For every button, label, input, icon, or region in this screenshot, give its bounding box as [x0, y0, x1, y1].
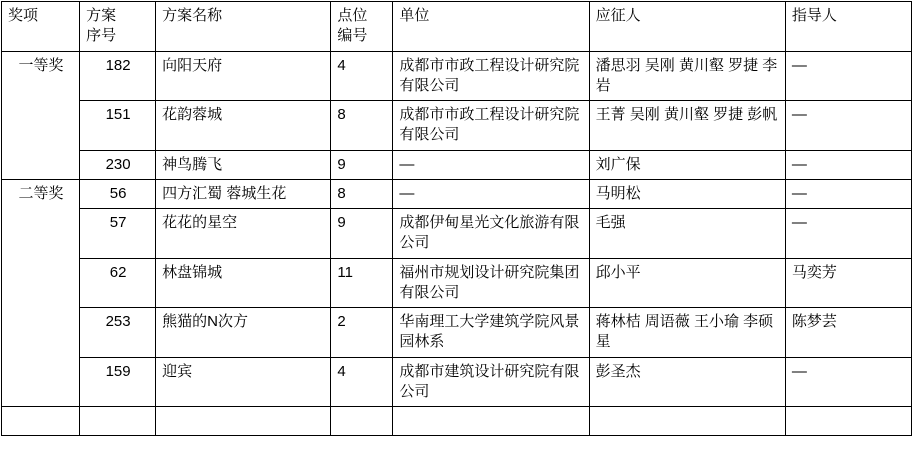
cell-point-partial	[331, 407, 393, 436]
header-seq	[80, 2, 156, 52]
cell-tutor: 马奕芳	[785, 258, 911, 308]
table-row	[2, 258, 912, 308]
cell-seq: 151	[80, 101, 156, 151]
header-name: 方案名称	[156, 2, 331, 52]
cell-tutor-partial	[785, 407, 911, 436]
cell-point: 2	[331, 308, 393, 358]
cell-author: 潘思羽 吴刚 黄川壑 罗捷 李岩	[589, 51, 785, 101]
cell-seq: 159	[80, 357, 156, 407]
cell-seq: 57	[80, 209, 156, 259]
header-point	[331, 2, 393, 52]
cell-award-partial	[2, 407, 80, 436]
table-row	[2, 357, 912, 407]
cell-author: 蒋林桔 周语薇 王小瑜 李硕星	[589, 308, 785, 358]
cell-tutor: 陈梦芸	[785, 308, 911, 358]
header-seq-line2: 序号	[86, 27, 117, 45]
award-group-label: 二等奖	[2, 179, 80, 406]
cell-point: 9	[331, 209, 393, 259]
cell-name: 花韵蓉城	[156, 101, 331, 151]
table-header-row	[2, 2, 912, 52]
cell-point: 4	[331, 357, 393, 407]
cell-tutor: —	[785, 150, 911, 179]
header-seq-line1: 方案	[86, 7, 117, 24]
cell-name: 花花的星空	[156, 209, 331, 259]
cell-unit: —	[393, 179, 589, 208]
cell-unit: 成都伊甸星光文化旅游有限公司	[393, 209, 589, 259]
header-point-line2: 编号	[337, 27, 368, 45]
cell-name: 向阳天府	[156, 51, 331, 101]
cell-seq: 182	[80, 51, 156, 101]
cell-point: 8	[331, 101, 393, 151]
cell-unit: 成都市建筑设计研究院有限公司	[393, 357, 589, 407]
cell-unit: 成都市市政工程设计研究院有限公司	[393, 101, 589, 151]
cell-point: 9	[331, 150, 393, 179]
cell-unit: 福州市规划设计研究院集团有限公司	[393, 258, 589, 308]
cell-tutor: —	[785, 101, 911, 151]
cell-tutor: —	[785, 357, 911, 407]
cell-seq-partial	[80, 407, 156, 436]
cell-name: 神鸟腾飞	[156, 150, 331, 179]
cell-author: 王菁 吴刚 黄川壑 罗捷 彭帆	[589, 101, 785, 151]
cell-author-partial	[589, 407, 785, 436]
cell-name: 熊猫的N次方	[156, 308, 331, 358]
cell-tutor: —	[785, 51, 911, 101]
table-row	[2, 51, 912, 101]
header-award: 奖项	[2, 2, 80, 52]
cell-point: 11	[331, 258, 393, 308]
cell-point: 8	[331, 179, 393, 208]
cell-seq: 62	[80, 258, 156, 308]
cell-author: 邱小平	[589, 258, 785, 308]
cell-author: 刘广保	[589, 150, 785, 179]
table-row-partial	[2, 407, 912, 436]
cell-unit-partial	[393, 407, 589, 436]
header-unit: 单位	[393, 2, 589, 52]
cell-seq: 253	[80, 308, 156, 358]
cell-author: 彭圣杰	[589, 357, 785, 407]
cell-author: 马明松	[589, 179, 785, 208]
cell-author: 毛强	[589, 209, 785, 259]
cell-tutor: —	[785, 179, 911, 208]
header-author: 应征人	[589, 2, 785, 52]
cell-point: 4	[331, 51, 393, 101]
header-point-line1: 点位	[337, 7, 368, 24]
cell-seq: 230	[80, 150, 156, 179]
cell-unit: —	[393, 150, 589, 179]
award-table	[1, 1, 912, 436]
table-row	[2, 179, 912, 208]
table-row	[2, 209, 912, 259]
cell-name-partial	[156, 407, 331, 436]
cell-unit: 成都市市政工程设计研究院有限公司	[393, 51, 589, 101]
header-tutor: 指导人	[785, 2, 911, 52]
table-row	[2, 150, 912, 179]
table-row	[2, 308, 912, 358]
cell-name: 迎宾	[156, 357, 331, 407]
cell-tutor: —	[785, 209, 911, 259]
cell-seq: 56	[80, 179, 156, 208]
cell-unit: 华南理工大学建筑学院风景园林系	[393, 308, 589, 358]
table-row	[2, 101, 912, 151]
award-group-label: 一等奖	[2, 51, 80, 179]
cell-name: 林盘锦城	[156, 258, 331, 308]
cell-name: 四方汇蜀 蓉城生花	[156, 179, 331, 208]
